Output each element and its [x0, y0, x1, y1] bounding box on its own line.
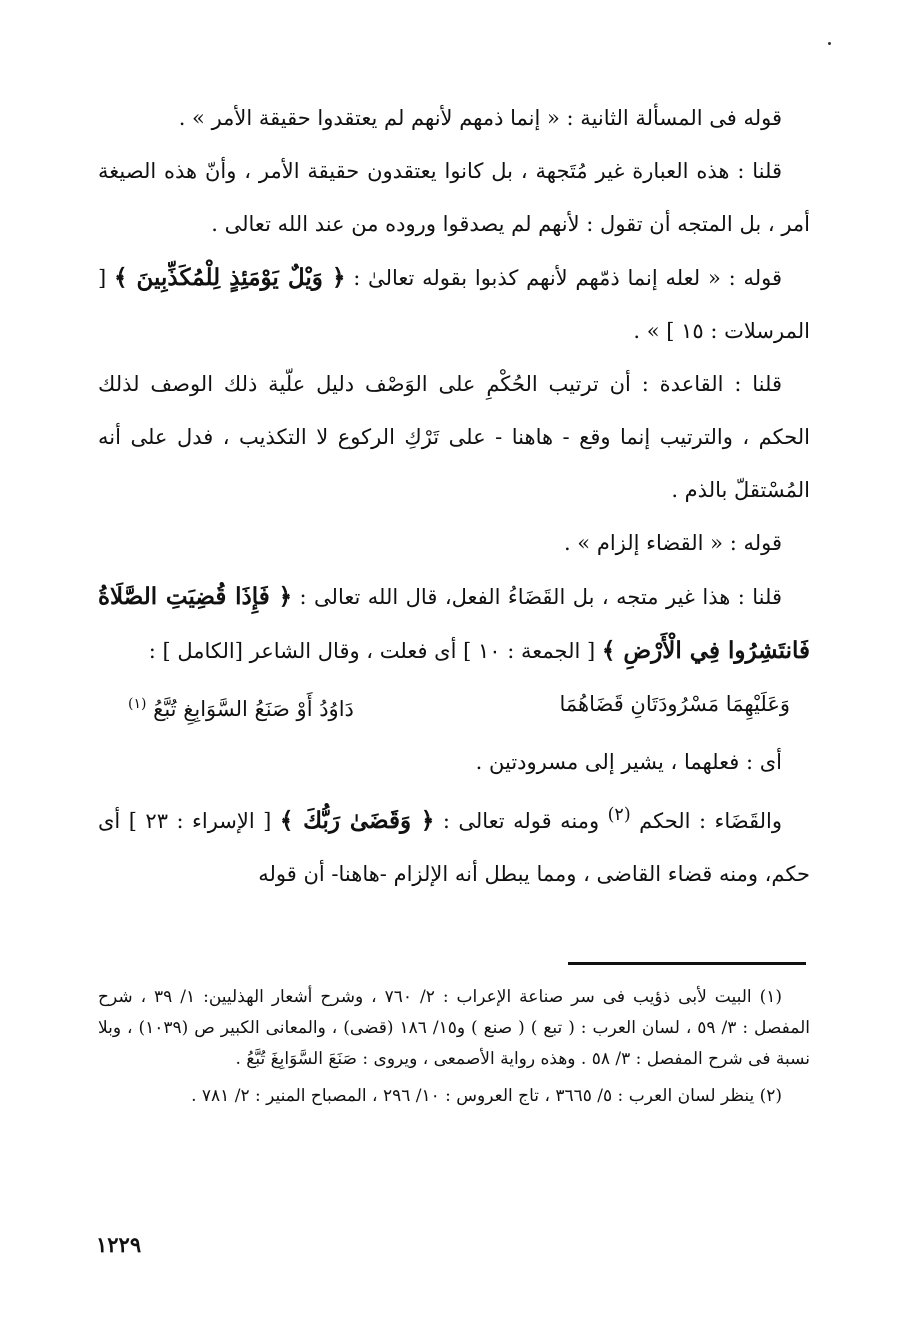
poetry-verse [98, 678, 810, 736]
paragraph-8 [98, 789, 810, 901]
scan-speck [828, 42, 831, 45]
paragraph-7: أى : فعلهما ، يشير إلى مسرودتين . [475, 750, 782, 774]
main-text [98, 92, 810, 901]
footnote-1: (١) البيت لأبى ذؤيب فى سر صناعة الإعراب : ٢/ ٧٦٠ ، وشرح أشعار الهذليين: ١/ ٣٩ ، شرح المفصل : ٣/ ٥٩ ، لسان العرب : ( تبع ) ( صنع ) و١٥/ ١٨٦ (قضى) ، والمعانى الكبير ص (١٠٣٩) ، وبلا نسبة فى شرح المفصل : ٣/ ٥٨ . وهذه رواية الأصمعى ، ويروى : صَنَعَ السَّوَابِغَ تُبَّعُ . [98, 987, 810, 1069]
paragraph-6-text-b: [ الجمعة : ١٠ ] أى فعلت ، وقال الشاعر [الكامل ] : [148, 639, 602, 663]
paragraph-3 [98, 251, 810, 358]
footnote-ref-2: (٢) [607, 805, 631, 825]
paragraph-1: قوله فى المسألة الثانية : « إنما ذمهم لأنهم لم يعتقدوا حقيقة الأمر » . [178, 106, 782, 130]
paragraph-3-text-a: قوله : « لعله إنما ذمّهم لأنهم كذبوا بقوله تعالىٰ : [345, 266, 782, 290]
footnotes [98, 982, 810, 1118]
paragraph-8-text-c: [ الإسراء : ٢٣ ] أى حكم، ومنه قضاء القاضى ، ومما يبطل أنه الإلزام -هاهنا- أن قوله [98, 809, 810, 886]
paragraph-6 [98, 570, 810, 678]
paragraph-8-text-b: ومنه قوله تعالى : [434, 809, 608, 833]
quran-quote-jumuah: ﴿ فَإِذَا قُضِيَتِ الصَّلَاةُ فَانتَشِرُوا فِي الْأَرْضِ ﴾ [98, 583, 810, 664]
page-number: ١٢٢٩ [96, 1232, 142, 1257]
paragraph-3-text-b: [ المرسلات : ١٥ ] » . [98, 266, 810, 343]
paragraph-2: قلنا : هذه العبارة غير مُتَجهة ، بل كانوا يعتقدون حقيقة الأمر ، وأنّ هذه الصيغة أمر ، بل المتجه أن تقول : لأنهم لم يصدقوا وروده من عند الله تعالى . [98, 159, 810, 236]
paragraph-8-text-a: والقَضَاء : الحكم [630, 809, 782, 833]
verse-second-hemistich [128, 678, 354, 736]
verse-second-hemistich-text: دَاوُدُ أَوْ صَنَعُ السَّوَابِغِ تُبَّعُ [153, 697, 354, 721]
verse-first-hemistich: وَعَلَيْهِمَا مَسْرُودَتَانِ قَضَاهُمَا [559, 692, 790, 716]
quran-quote-isra: ﴿ وَقَضَىٰ رَبُّكَ ﴾ [279, 807, 435, 834]
paragraph-4: قلنا : القاعدة : أن ترتيب الحُكْمِ على الوَصْف دليل علّية ذلك الوصف لذلك الحكم ، والترتيب إنما وقع - هاهنا - على تَرْكِ الركوع لا التكذيب ، فدل على أنه المُسْتقلّ بالذم . [98, 372, 810, 502]
footnote-separator [568, 962, 806, 965]
paragraph-5: قوله : « القضاء إلزام » . [563, 531, 782, 555]
footnote-2: (٢) ينظر لسان العرب : ٥/ ٣٦٦٥ ، تاج العروس : ١٠/ ٢٩٦ ، المصباح المنير : ٢/ ٧٨١ . [191, 1086, 782, 1106]
quran-quote-mursalat: ﴿ وَيْلٌ يَوْمَئِذٍ لِلْمُكَذِّبِينَ ﴾ [113, 264, 346, 291]
footnote-ref-1: (١) [128, 696, 147, 712]
paragraph-6-text-a: قلنا : هذا غير متجه ، بل القَضَاءُ الفعل، قال الله تعالى : [292, 585, 783, 609]
